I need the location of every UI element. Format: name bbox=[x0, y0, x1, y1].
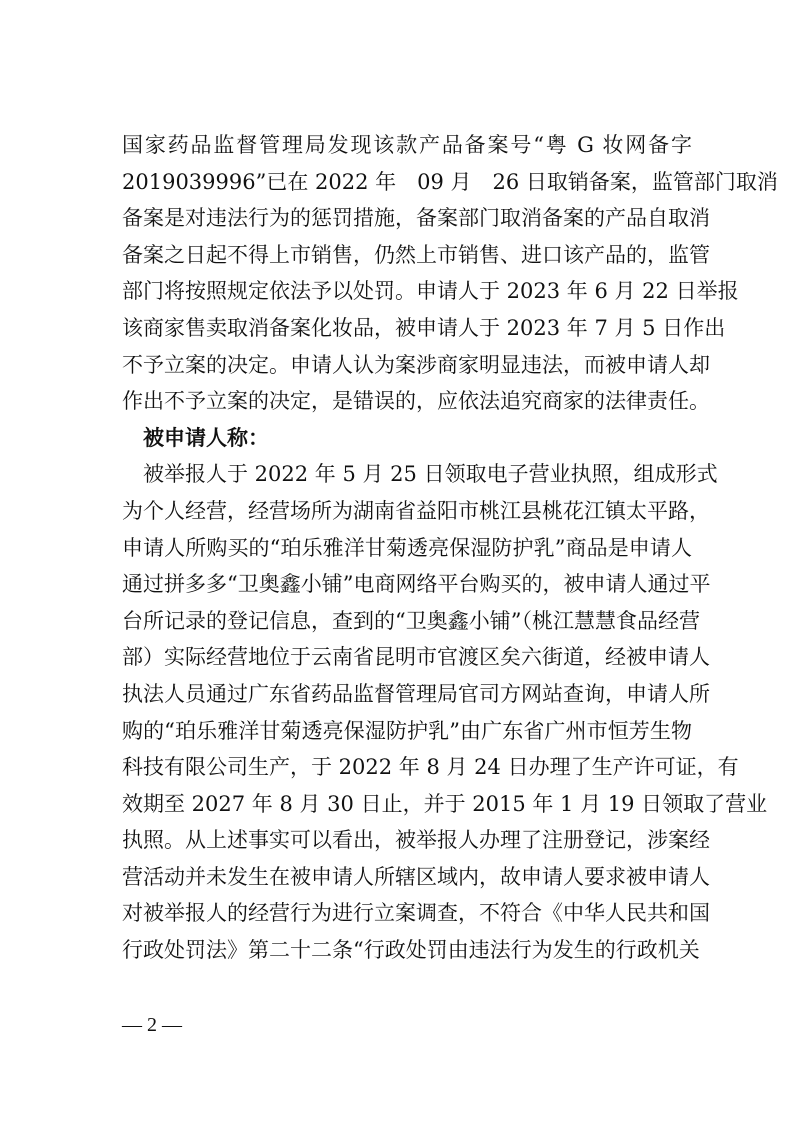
text-line: 效期至 2027 年 8 月 30 日止，并于 2015 年 1 月 19 日领取了营业 bbox=[122, 791, 768, 816]
text-line: 营活动并未发生在被申请人所辖区域内，故申请人要求被申请人 bbox=[122, 864, 710, 889]
text-line: 对被举报人的经营行为进行立案调查，不符合《中华人民共和国 bbox=[122, 901, 710, 926]
body-text bbox=[122, 127, 778, 969]
text-line: 台所记录的登记信息，查到的“卫奥鑫小铺”（桃江慧慧食品经营 bbox=[122, 608, 700, 633]
text-line: 部）实际经营地位于云南省昆明市官渡区矣六街道，经被申请人 bbox=[122, 645, 710, 670]
text-line: 执法人员通过广东省药品监督管理局官司方网站查询，申请人所 bbox=[122, 681, 710, 706]
text-line: 执照。从上述事实可以看出，被举报人办理了注册登记，涉案经 bbox=[122, 828, 710, 853]
text-line: 备案之日起不得上市销售，仍然上市销售、进口该产品的，监管 bbox=[122, 242, 710, 267]
text-line: 国家药品监督管理局发现该款产品备案号“粤 G 妆网备字 bbox=[122, 133, 692, 157]
text-line: 为个人经营，经营场所为湖南省益阳市桃江县桃花江镇太平路， bbox=[122, 498, 710, 523]
text-line: 科技有限公司生产，于 2022 年 8 月 24 日办理了生产许可证，有 bbox=[122, 755, 739, 780]
text-line: 申请人所购买的“珀乐雅洋甘菊透亮保湿防护乳”商品是申请人 bbox=[122, 535, 692, 560]
text-line: 不予立案的决定。申请人认为案涉商家明显违法，而被申请人却 bbox=[122, 352, 710, 377]
text-line: 备案是对违法行为的惩罚措施，备案部门取消备案的产品自取消 bbox=[122, 206, 710, 231]
text-line: 部门将按照规定依法予以处罚。申请人于 2023 年 6 月 22 日举报 bbox=[122, 279, 739, 304]
text-line: 作出不予立案的决定，是错误的，应依法追究商家的法律责任。 bbox=[122, 389, 710, 414]
page-number: — 2 — bbox=[122, 1014, 182, 1036]
section-heading: 被申请人称： bbox=[143, 425, 269, 450]
text-line: 购的“珀乐雅洋甘菊透亮保湿防护乳”由广东省广州市恒芳生物 bbox=[122, 718, 692, 743]
text-line: 通过拼多多“卫奥鑫小铺”电商网络平台购买的，被申请人通过平 bbox=[122, 572, 711, 597]
text-line: 该商家售卖取消备案化妆品，被申请人于 2023 年 7 月 5 日作出 bbox=[122, 315, 726, 340]
text-line: 行政处罚法》第二十二条“行政处罚由违法行为发生的行政机关 bbox=[122, 938, 700, 963]
text-line: 2019039996”已在 2022 年 09 月 26 日取销备案，监管部门取消 bbox=[122, 169, 778, 194]
text-line: 被举报人于 2022 年 5 月 25 日领取电子营业执照，组成形式 bbox=[143, 462, 718, 487]
